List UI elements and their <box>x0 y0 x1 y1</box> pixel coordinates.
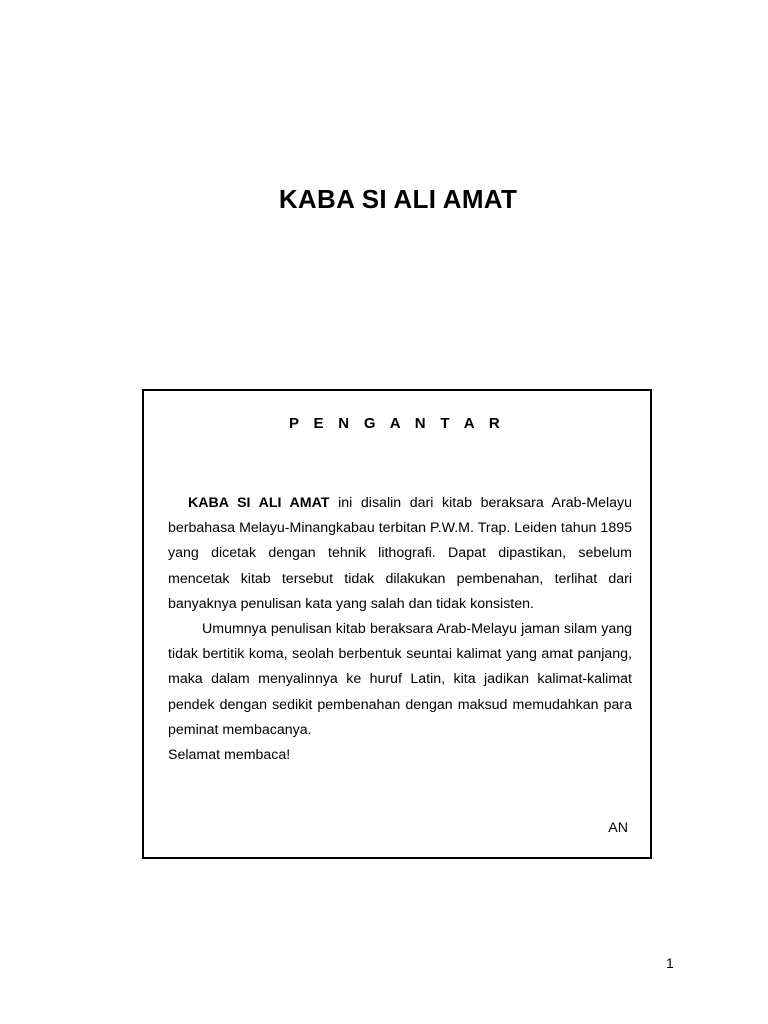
preface-heading: P E N G A N T A R <box>289 415 505 432</box>
preface-body <box>168 491 632 768</box>
preface-paragraph-1-text: ini disalin dari kitab beraksara Arab-Melayu berbahasa Melayu-Minangkabau terbitan P.W.M. Trap. Leiden tahun 1895 yang dicetak dengan tehnik lithografi. Dapat dipastikan, sebelum mencetak kitab tersebut tidak dilakukan pembenahan, terlihat dari banyaknya penulisan kata yang salah dan tidak konsisten. <box>168 495 632 612</box>
preface-closing: Selamat membaca! <box>168 747 291 764</box>
preface-box <box>142 389 652 859</box>
preface-paragraph-2: Umumnya penulisan kitab beraksara Arab-Melayu jaman silam yang tidak bertitik koma, seolah berbentuk seuntai kalimat yang amat panjang, maka dalam menyalinnya ke huruf Latin, kita jadikan kalimat-kalimat pendek dengan sedikit pembenahan dengan maksud memudahkan para peminat membacanya. <box>168 621 632 738</box>
preface-signature: AN <box>608 820 628 836</box>
preface-paragraph-1 <box>168 491 632 617</box>
preface-paragraph-1-title: KABA SI ALI AMAT <box>188 495 330 511</box>
document-title: KABA SI ALI AMAT <box>278 184 518 214</box>
page-number: 1 <box>666 955 674 971</box>
